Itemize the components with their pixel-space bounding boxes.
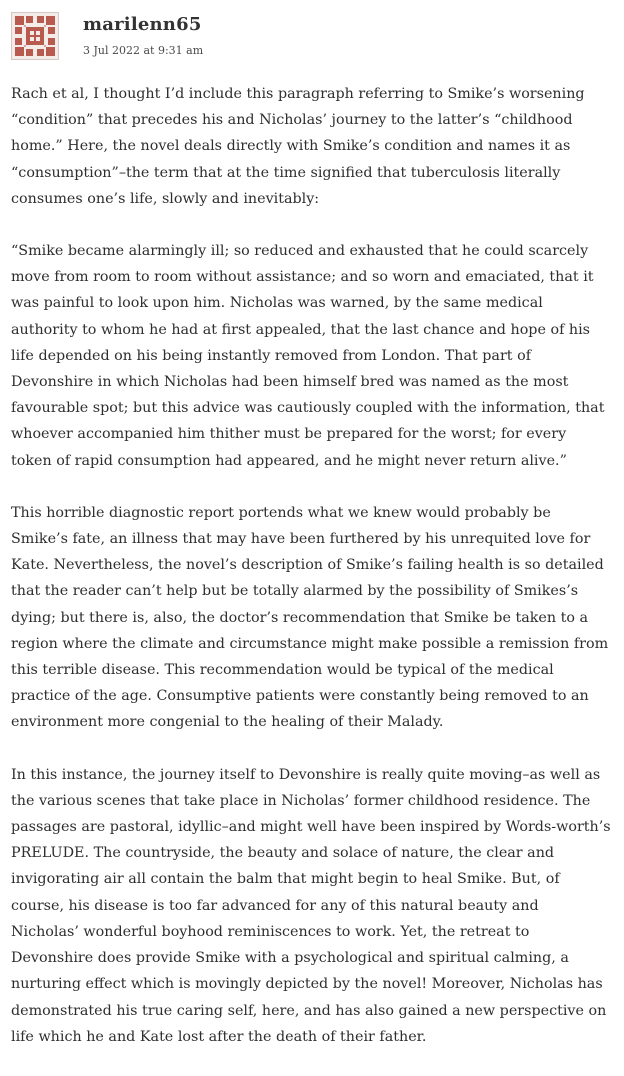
comment-author-link[interactable]: marilenn65 <box>83 14 202 35</box>
comment-body <box>11 81 611 1076</box>
avatar[interactable] <box>11 12 59 60</box>
comment-paragraph: Rach et al, I thought I’d include this paragraph referring to Smike’s worsening “condition” that precedes his and Nicholas’ journey to the latter’s “childhood home.” Here, the novel deals directly with Smike’s condition and names it as “consumption”–the term that at the time signified that tuberculosis literally consumes one’s life, slowly and inevitably: <box>11 86 585 207</box>
comment-paragraph: This horrible diagnostic report portends what we knew would probably be Smike’s fate, an illness that may have been furthered by his unrequited love for Kate. Nevertheless, the novel’s description of Smike’s failing health is so detailed that the reader can’t help but be totally alarmed by the possibility of Smikes’s dying; but there is, also, the doctor’s recommendation that Smike be taken to a region where the climate and circumstance might make possible a remission from this terrible disease. This recommendation would be typical of the medical practice of the age. Consumptive patients were constantly being removed to an environment more congenial to the healing of their Malady. <box>11 504 609 731</box>
comment-paragraph: “Smike became alarmingly ill; so reduced and exhausted that he could scarcely move from room to room without assistance; and so worn and emaciated, that it was painful to look upon him. Nicholas was warned, by the same medical authority to whom he had at first appealed, that the last chance and hope of his life depended on his being instantly removed from London. That part of Devonshire in which Nicholas had been himself bred was named as the most favourable spot; but this advice was cautiously coupled with the information, that whoever accompanied him thither must be prepared for the worst; for every token of rapid consumption had appeared, and he might never return alive.” <box>11 243 605 469</box>
comment-date-link[interactable]: 3 Jul 2022 at 9:31 am <box>83 44 204 57</box>
identicon-avatar-icon <box>12 13 58 59</box>
comment-header <box>11 12 611 62</box>
comment-paragraph: In this instance, the journey itself to Devonshire is really quite moving–as well as the various scenes that take place in Nicholas’ former childhood residence. The passages are pastoral, idyllic–and might well have been inspired by Words-worth’s PRELUDE. The countryside, the beauty and solace of nature, the clear and invigorating air all contain the balm that might begin to heal Smike. But, of course, his disease is too far advanced for any of this natural beauty and Nicholas’ wonderful boyhood reminiscences to work. Yet, the retreat to Devonshire does provide Smike with a psychological and spiritual calming, a nurturing effect which is movingly depicted by the novel! Moreover, Nicholas has demonstrated his true caring self, here, and has also gained a new perspective on life which he and Kate lost after the death of their father. <box>11 766 611 1045</box>
